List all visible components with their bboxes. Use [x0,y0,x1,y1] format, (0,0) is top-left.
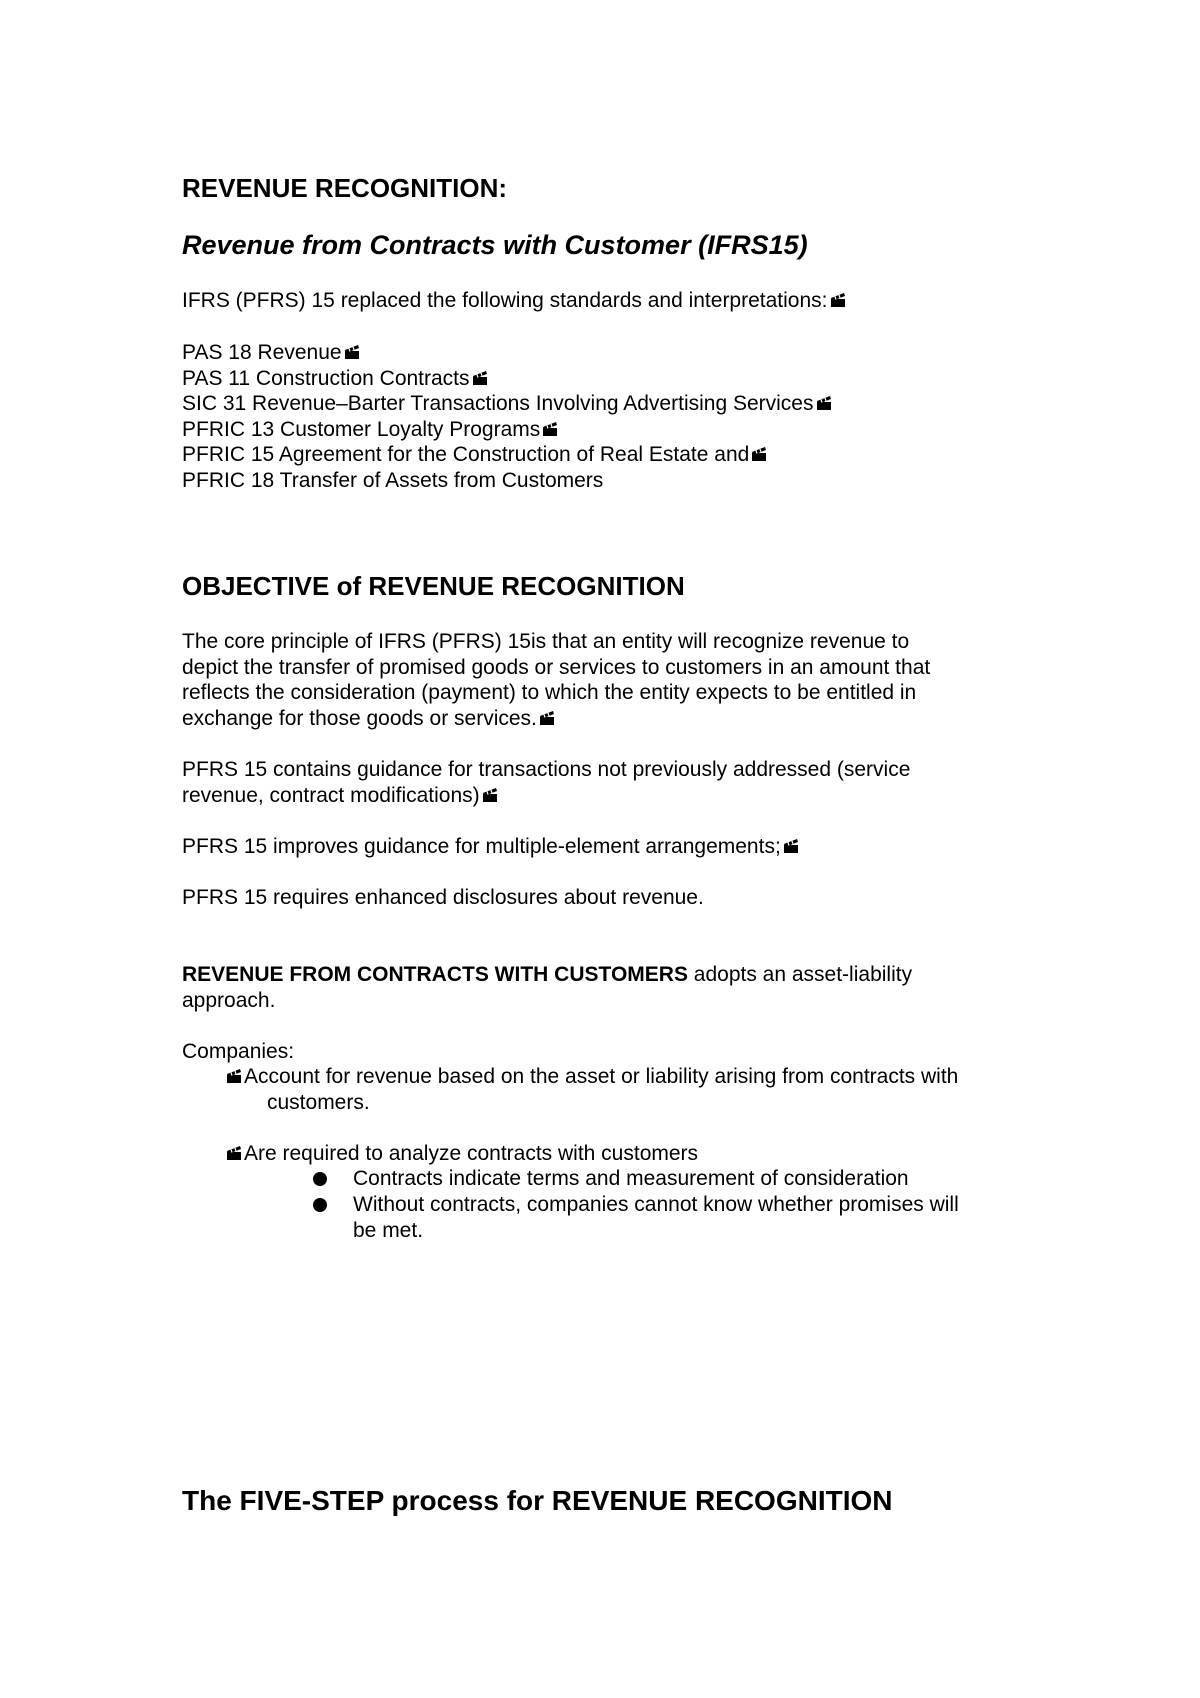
pfrs-point-disclosures: PFRS 15 requires enhanced disclosures about revenue. [182,886,704,909]
paragraph-line [182,706,1032,732]
five-step-heading: The FIVE-STEP process for REVENUE RECOGNITION [182,1485,893,1516]
list-item-text: PAS 18 Revenue [182,341,342,364]
paragraph-text: PFRS 15 improves guidance for multiple-element arrangements; [182,835,781,858]
list-item [182,417,1032,443]
clapperboard-icon [472,370,489,386]
paragraph-line [182,783,1032,809]
paragraph-line: customers. [267,1090,370,1114]
intro-text: IFRS (PFRS) 15 replaced the following standards and interpretations: [182,289,828,312]
bullet-dot [313,1172,327,1186]
clapperboard-icon [542,421,559,437]
page-title: REVENUE RECOGNITION: [182,173,508,203]
bullet-dot [313,1198,327,1212]
list-item-text: PFRIC 18 Transfer of Assets from Customers [182,468,604,492]
bullet-item: Contracts indicate terms and measurement of consideration [353,1167,909,1190]
paragraph-line: The core principle of IFRS (PFRS) 15is that an entity will recognize revenue to [182,630,910,653]
list-item-text: PFRIC 13 Customer Loyalty Programs [182,417,541,441]
paragraph-line [182,962,1032,988]
paragraph-line: be met. [353,1218,424,1242]
pfrs-point-multiple-element [182,834,1032,860]
bold-term: REVENUE FROM CONTRACTS WITH CUSTOMERS [182,963,688,986]
clapperboard-icon [226,1145,243,1161]
clapperboard-icon [783,838,800,854]
list-item [182,391,1032,417]
list-item [182,366,1032,392]
clapperboard-icon [226,1068,243,1084]
list-item-text: PAS 11 Construction Contracts [182,366,470,390]
list-item [182,442,1032,468]
core-principle-paragraph [182,629,1032,731]
clapperboard-icon [751,446,768,462]
clapperboard-icon [816,395,833,411]
paragraph-text: Are required to analyze contracts with customers [244,1142,699,1165]
intro-line [182,288,1032,314]
paragraph-line [226,1064,1076,1090]
list-item [182,468,1032,494]
page-subtitle: Revenue from Contracts with Customer (IFRS15) [182,230,808,260]
paragraph-text: adopts an asset-liability [687,963,913,986]
paragraph-line: reflects the consideration (payment) to which the entity expects to be entitled in [182,681,917,704]
paragraph-line: PFRS 15 contains guidance for transactions not previously addressed (service [182,758,911,781]
clapperboard-icon [830,292,847,308]
paragraph-text: exchange for those goods or services. [182,706,537,730]
paragraph-line: approach. [182,988,276,1012]
replaced-standards-list [182,340,1032,493]
clapperboard-icon [344,344,361,360]
clapperboard-icon [539,710,556,726]
list-item [182,340,1032,366]
list-item-text: SIC 31 Revenue–Barter Transactions Involving Advertising Services [182,392,814,415]
companies-label: Companies: [182,1040,295,1063]
list-item-text: PFRIC 15 Agreement for the Construction of Real Estate and [182,443,750,466]
objective-heading: OBJECTIVE of REVENUE RECOGNITION [182,571,685,601]
pfrs-point-service-revenue [182,757,1032,808]
paragraph-line: depict the transfer of promised goods or services to customers in an amount that [182,655,931,679]
paragraph-text: revenue, contract modifications) [182,783,480,807]
companies-item-1 [226,1064,1076,1115]
asset-liability-paragraph [182,962,1032,1013]
bullet-item [353,1192,1200,1243]
paragraph-line: Without contracts, companies cannot know whether promises will [353,1193,959,1216]
paragraph-text: Account for revenue based on the asset or liability arising from contracts with [244,1065,959,1088]
companies-item-2 [226,1141,1076,1167]
clapperboard-icon [482,787,499,803]
